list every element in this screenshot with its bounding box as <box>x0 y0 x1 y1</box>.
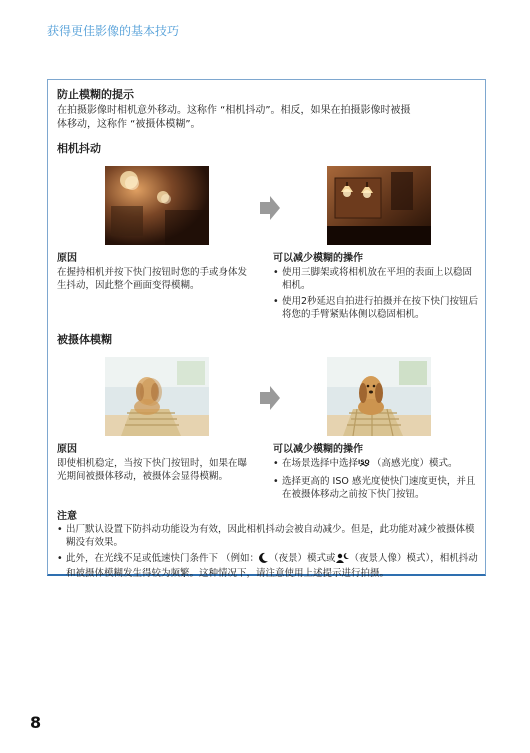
notes-list <box>57 523 479 583</box>
camera-shake-cause-title: 原因 <box>57 253 77 264</box>
note2-part3: （夜景人像）模式），相机抖动和被摄体模糊发生得较为频繁。这种情况下，请注意使用上述提示进行拍摄。 <box>66 553 478 579</box>
note2-part1: 此外，在光线不足或低速快门条件下 （例如： <box>66 553 260 564</box>
camera-shake-cause-line2: 生抖动，因此整个画面变得模糊。 <box>57 280 200 291</box>
blurry-room-photo <box>105 166 209 245</box>
list-item: • 选择更高的 ISO 感光度使快门速度更快，并且在被摄体移动之前按下快门按钮。 <box>273 475 481 501</box>
camera-shake-remedy-title: 可以减少模糊的操作 <box>273 253 363 264</box>
subject-blur-cause-line2: 光期间被摄体移动，被摄体会显得模糊。 <box>57 471 229 482</box>
camera-shake-cause-line1: 在握持相机并按下快门按钮时您的手或身体发 <box>57 267 248 278</box>
list-item <box>273 457 481 472</box>
high-sensitivity-icon <box>358 457 372 472</box>
tip-intro-line2: 体移动，这称作 “被摄体模糊”。 <box>57 119 201 130</box>
tip-intro-line1: 在拍摄影像时相机意外移动。这称作 “相机抖动”。相反，如果在拍摄影像时被摄 <box>57 105 411 116</box>
subject-blur-remedy-title: 可以减少模糊的操作 <box>273 444 363 455</box>
svg-text:ISO: ISO <box>358 459 370 466</box>
sharp-room-photo <box>327 166 431 245</box>
sharp-dog-photo <box>327 357 431 436</box>
arrow-right-icon <box>260 196 280 224</box>
camera-shake-remedy-list <box>273 266 481 324</box>
list-item <box>57 552 479 580</box>
subject-blur-cause-line1: 即使相机稳定，当按下快门按钮时，如果在曝 <box>57 458 248 469</box>
twilight-portrait-icon <box>336 552 350 567</box>
remedy1-suffix: （高感光度）模式。 <box>372 458 458 469</box>
tip-heading: 防止模糊的提示 <box>57 88 134 101</box>
list-item: • 使用三脚架或将相机放在平坦的表面上以稳固相机。 <box>273 266 481 292</box>
blurry-dog-photo <box>105 357 209 436</box>
notes-title: 注意 <box>57 511 77 522</box>
list-item: • 出厂默认设置下防抖动功能设为有效，因此相机抖动会被自动减少。但是，此功能对减少被摄体模糊没有效果。 <box>57 523 479 549</box>
section-title: 获得更佳影像的基本技巧 <box>47 24 180 38</box>
note2-part2: （夜景）模式或 <box>269 553 336 564</box>
arrow-right-icon <box>260 386 280 414</box>
subject-blur-cause-title: 原因 <box>57 444 77 455</box>
list-item: • 使用2秒延迟自拍进行拍摄并在按下快门按钮后将您的手臂紧贴体侧以稳固相机。 <box>273 295 481 321</box>
tip-box <box>47 79 486 579</box>
subject-blur-heading: 被摄体模糊 <box>57 333 112 346</box>
remedy1-prefix: 在场景选择中选择 <box>282 458 359 469</box>
subject-blur-remedy-list <box>273 457 481 504</box>
twilight-icon <box>259 552 269 567</box>
page-number: 8 <box>30 713 42 732</box>
camera-shake-heading: 相机抖动 <box>57 142 101 155</box>
